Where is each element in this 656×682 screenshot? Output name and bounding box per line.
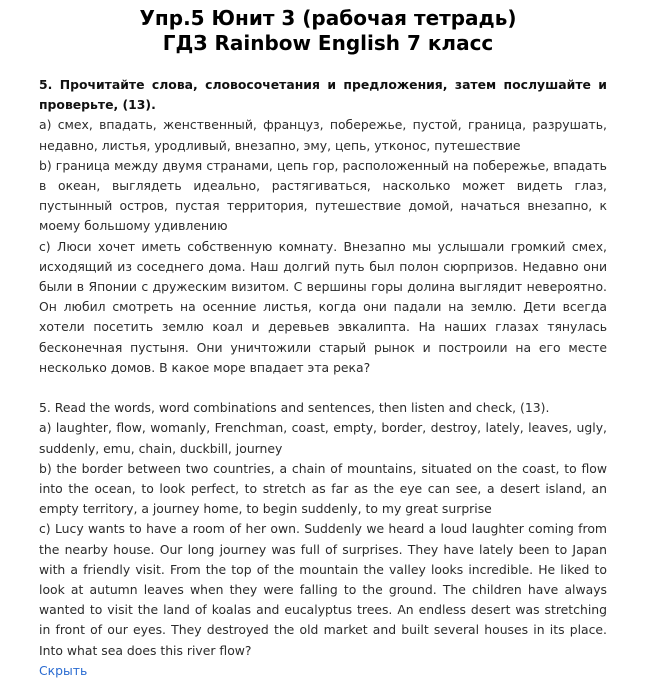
- russian-part-a: а) смех, впадать, женственный, француз, побережье, пустой, граница, разрушать, недавно, листья, уродливый, внезапно, эму, цепь, утконос, путешествие: [39, 117, 607, 153]
- page-subtitle: ГДЗ Rainbow English 7 класс: [162, 31, 494, 55]
- english-part-a: a) laughter, flow, womanly, Frenchman, coast, empty, border, destroy, lately, leaves, ugly, suddenly, emu, chain, duckbill, journey: [39, 420, 607, 456]
- russian-part-b: b) граница между двумя странами, цепь гор, расположенный на побережье, впадать в океан, выглядеть идеально, растягиваться, насколько может видеть глаз, пустынный остров, пустая территория, путешествие домой, начаться внезапно, к моему большому удивлению: [39, 157, 607, 234]
- hide-link[interactable]: Скрыть: [39, 662, 88, 678]
- english-task-heading: 5. Read the words, word combinations and sentences, then listen and check, (13).: [39, 400, 550, 416]
- page-title: Упр.5 Юнит 3 (рабочая тетрадь): [139, 6, 517, 30]
- exercise-content: [39, 75, 607, 681]
- section-spacer: [39, 378, 607, 398]
- english-part-b: b) the border between two countries, a chain of mountains, situated on the coast, to flow into the ocean, to look perfect, to stretch as far as the eye can see, a desert island, an empty territory, a journey home, to begin suddenly, to my great surprise: [39, 460, 607, 517]
- russian-part-c: с) Люси хочет иметь собственную комнату. Внезапно мы услышали громкий смех, исходящий из соседнего дома. Наш долгий путь был полон сюрпризов. Недавно они были в Японии с дружеским визитом. С вершины горы долина выглядит невероятно. Он любил смотреть на осенние листья, когда они падали на землю. Дети всегда хотели посетить землю коал и деревьев эвкалипта. На наших глазах тянулась бесконечная пустыня. Они уничтожили старый рынок и построили на его месте несколько домов. В какое море впадает эта река?: [39, 238, 607, 375]
- english-part-c: c) Lucy wants to have a room of her own. Suddenly we heard a loud laughter coming from the nearby house. Our long journey was full of surprises. They have lately been to Japan with a friendly visit. From the top of the mountain the valley looks incredible. He liked to look at autumn leaves when they were falling to the ground. The children have always wanted to visit the land of koalas and eucalyptus trees. An endless desert was stretching in front of our eyes. They destroyed the old market and built several houses in its place. Into what sea does this river flow?: [39, 521, 607, 658]
- russian-task-heading: 5. Прочитайте слова, словосочетания и предложения, затем послушайте и проверьте, (13).: [39, 77, 607, 113]
